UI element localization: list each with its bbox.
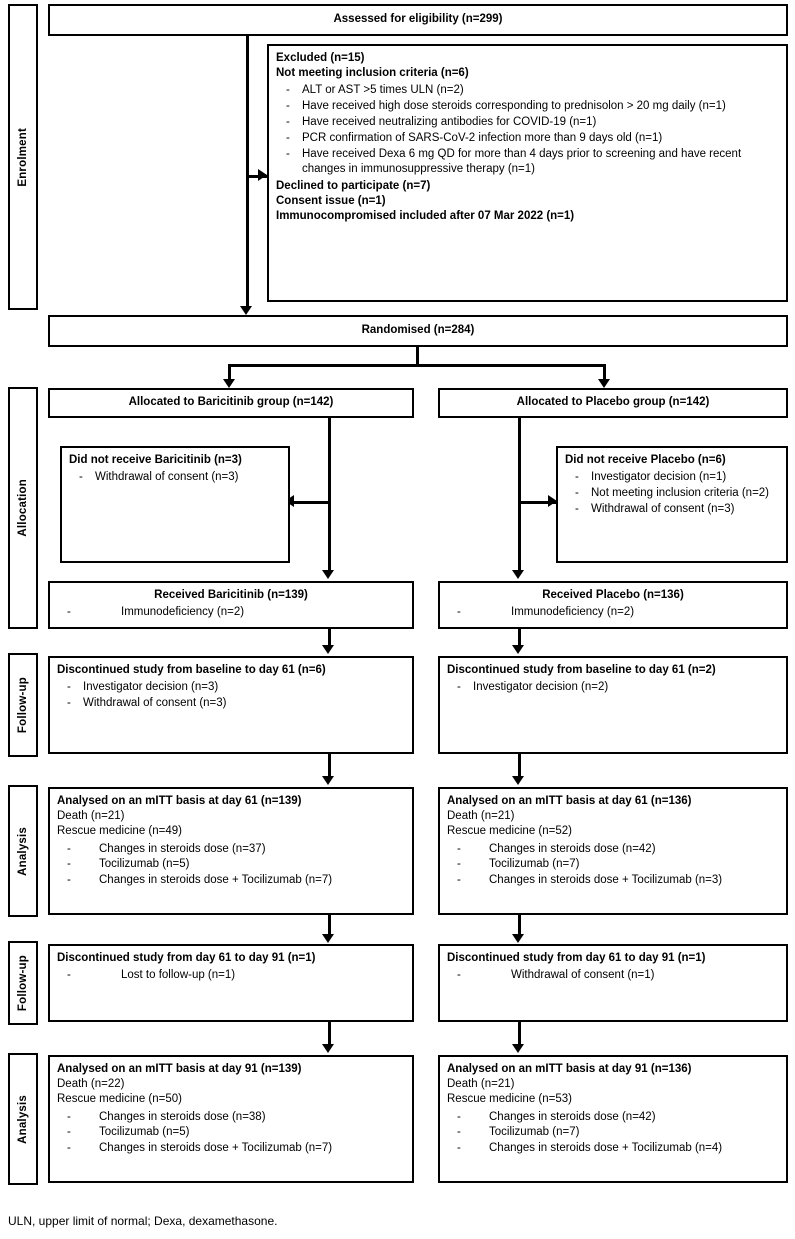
list-item: - Have received neutralizing antibodies for COVID-19 (n=1) [276, 115, 779, 130]
box-assessed-for-eligibility [48, 4, 788, 36]
stage-label-allocation [8, 387, 38, 629]
did-not-receive-baricitinib-title: Did not receive Baricitinib (n=3) [69, 454, 242, 466]
list-item: - Changes in steroids dose + Tocilizumab (n=7) [57, 873, 405, 888]
stage-label-followup-1-text: Follow-up [17, 676, 29, 734]
list-item: - Tocilizumab (n=5) [57, 1125, 405, 1140]
list-item: - PCR confirmation of SARS-CoV-2 infection more than 9 days old (n=1) [276, 131, 779, 146]
list-item: - Not meeting inclusion criteria (n=2) [565, 486, 779, 501]
list-item: - Lost to follow-up (n=1) [57, 968, 405, 983]
arrow-disc61-bari-down [322, 776, 334, 785]
arrow-disc61-placebo-down [512, 776, 524, 785]
discontinued-day61-baricitinib-list [57, 680, 405, 711]
arrow-analysis61-bari-down [322, 934, 334, 943]
list-item: - Withdrawal of consent (n=3) [57, 696, 405, 711]
stage-label-enrolment [8, 4, 38, 310]
connector-disc61-bari-down [328, 754, 331, 778]
stage-label-followup-2-text: Follow-up [17, 954, 29, 1012]
list-item: - Immunodeficiency (n=2) [57, 605, 405, 620]
arrow-disc91-bari-down [322, 1044, 334, 1053]
discontinued-day91-placebo-list [447, 968, 779, 983]
box-discontinued-day91-baricitinib [48, 944, 414, 1022]
connector-randomised-split [228, 364, 606, 367]
arrow-randomised-right [598, 379, 610, 388]
list-item: - Changes in steroids dose + Tocilizumab (n=7) [57, 1141, 405, 1156]
analysis-day61-placebo-rescue: Rescue medicine (n=52) [447, 825, 572, 838]
arrow-randomised-left [223, 379, 235, 388]
allocated-placebo-title: Allocated to Placebo group (n=142) [516, 396, 710, 409]
analysis-day61-baricitinib-rescue: Rescue medicine (n=49) [57, 825, 182, 838]
analysis-day91-placebo-rescue: Rescue medicine (n=53) [447, 1093, 572, 1106]
discontinued-day91-placebo-title: Discontinued study from day 61 to day 91 (n=1) [447, 952, 706, 964]
received-baricitinib-list [57, 605, 405, 620]
stage-label-allocation-text: Allocation [17, 479, 29, 537]
excluded-consent-issue: Consent issue (n=1) [276, 195, 386, 208]
analysis-day61-placebo-list [447, 842, 779, 889]
list-item: - Investigator decision (n=1) [565, 470, 779, 485]
analysis-day91-baricitinib-death: Death (n=22) [57, 1078, 125, 1091]
analysis-day91-placebo-list [447, 1110, 779, 1157]
discontinued-day61-placebo-title: Discontinued study from baseline to day 61 (n=2) [447, 664, 716, 676]
box-analysis-day61-baricitinib [48, 787, 414, 915]
arrow-placebo-to-received [512, 570, 524, 579]
arrow-analysis61-placebo-down [512, 934, 524, 943]
list-item: - Withdrawal of consent (n=3) [69, 470, 281, 485]
analysis-day91-placebo-title: Analysed on an mITT basis at day 91 (n=136) [447, 1063, 692, 1075]
received-placebo-title: Received Placebo (n=136) [542, 589, 684, 601]
box-discontinued-day61-baricitinib [48, 656, 414, 754]
discontinued-day61-placebo-list [447, 680, 779, 695]
connector-disc91-bari-down [328, 1022, 331, 1046]
list-item: - Tocilizumab (n=7) [447, 1125, 779, 1140]
analysis-day61-baricitinib-title: Analysed on an mITT basis at day 61 (n=139) [57, 795, 302, 807]
list-item: - Changes in steroids dose + Tocilizumab (n=3) [447, 873, 779, 888]
stage-label-followup-1 [8, 653, 38, 757]
stage-label-followup-2 [8, 941, 38, 1025]
list-item: - Changes in steroids dose + Tocilizumab (n=4) [447, 1141, 779, 1156]
analysis-day61-placebo-title: Analysed on an mITT basis at day 61 (n=136) [447, 795, 692, 807]
arrow-assessed-to-randomised [240, 306, 252, 315]
analysis-day91-baricitinib-title: Analysed on an mITT basis at day 91 (n=139) [57, 1063, 302, 1075]
discontinued-day91-baricitinib-list [57, 968, 405, 983]
did-not-receive-baricitinib-list [69, 470, 281, 485]
list-item: - ALT or AST >5 times ULN (n=2) [276, 83, 779, 98]
arrow-disc91-placebo-down [512, 1044, 524, 1053]
discontinued-day91-baricitinib-title: Discontinued study from day 61 to day 91 (n=1) [57, 952, 316, 964]
excluded-declined: Declined to participate (n=7) [276, 179, 431, 192]
figure-footnote: ULN, upper limit of normal; Dexa, dexamethasone. [8, 1214, 278, 1228]
list-item: - Investigator decision (n=3) [57, 680, 405, 695]
connector-assessed-to-randomised [246, 36, 249, 308]
received-placebo-list [447, 605, 779, 620]
arrow-received-placebo-down [512, 645, 524, 654]
arrow-baricitinib-to-received [322, 570, 334, 579]
box-analysis-day91-placebo [438, 1055, 788, 1183]
box-analysis-day61-placebo [438, 787, 788, 915]
list-item: - Tocilizumab (n=5) [57, 857, 405, 872]
stage-label-analysis-1 [8, 785, 38, 917]
arrow-received-bari-down [322, 645, 334, 654]
box-analysis-day91-baricitinib [48, 1055, 414, 1183]
connector-baricitinib-to-notreceived [290, 501, 330, 504]
randomised-title: Randomised (n=284) [361, 324, 475, 337]
stage-label-analysis-2 [8, 1053, 38, 1185]
list-item: - Changes in steroids dose (n=38) [57, 1110, 405, 1125]
box-allocated-baricitinib [48, 388, 414, 418]
box-allocated-placebo [438, 388, 788, 418]
list-item: - Changes in steroids dose (n=37) [57, 842, 405, 857]
list-item: - Tocilizumab (n=7) [447, 857, 779, 872]
list-item: - Changes in steroids dose (n=42) [447, 842, 779, 857]
analysis-day91-baricitinib-list [57, 1110, 405, 1157]
connector-baricitinib-down [328, 418, 331, 573]
connector-randomised-down [416, 347, 419, 365]
analysis-day61-placebo-death: Death (n=21) [447, 810, 515, 823]
stage-label-enrolment-text: Enrolment [17, 127, 29, 187]
stage-label-analysis-2-text: Analysis [17, 1094, 29, 1144]
excluded-criteria-heading: Not meeting inclusion criteria (n=6) [276, 67, 469, 80]
analysis-day61-baricitinib-death: Death (n=21) [57, 810, 125, 823]
connector-placebo-down [518, 418, 521, 573]
list-item: - Withdrawal of consent (n=1) [447, 968, 779, 983]
box-discontinued-day61-placebo [438, 656, 788, 754]
box-did-not-receive-baricitinib [60, 446, 290, 563]
received-baricitinib-title: Received Baricitinib (n=139) [154, 589, 308, 601]
box-randomised [48, 315, 788, 347]
box-received-placebo [438, 581, 788, 629]
box-received-baricitinib [48, 581, 414, 629]
list-item: - Have received Dexa 6 mg QD for more than 4 days prior to screening and have recent changes in immunosuppressive therapy (n=1) [276, 147, 779, 177]
stage-label-analysis-1-text: Analysis [17, 826, 29, 876]
allocated-baricitinib-title: Allocated to Baricitinib group (n=142) [128, 396, 334, 409]
list-item: - Changes in steroids dose (n=42) [447, 1110, 779, 1125]
did-not-receive-placebo-title: Did not receive Placebo (n=6) [565, 454, 726, 466]
analysis-day61-baricitinib-list [57, 842, 405, 889]
arrow-to-excluded [258, 169, 267, 181]
excluded-immunocompromised: Immunocompromised included after 07 Mar 2022 (n=1) [276, 210, 575, 223]
excluded-criteria-list [276, 83, 779, 177]
connector-disc91-placebo-down [518, 1022, 521, 1046]
box-discontinued-day91-placebo [438, 944, 788, 1022]
did-not-receive-placebo-list [565, 470, 779, 517]
list-item: - Immunodeficiency (n=2) [447, 605, 779, 620]
list-item: - Investigator decision (n=2) [447, 680, 779, 695]
box-did-not-receive-placebo [556, 446, 788, 563]
analysis-day91-baricitinib-rescue: Rescue medicine (n=50) [57, 1093, 182, 1106]
assessed-title: Assessed for eligibility (n=299) [333, 13, 503, 26]
list-item: - Withdrawal of consent (n=3) [565, 502, 779, 517]
box-excluded [267, 44, 788, 302]
analysis-day91-placebo-death: Death (n=21) [447, 1078, 515, 1091]
discontinued-day61-baricitinib-title: Discontinued study from baseline to day 61 (n=6) [57, 664, 326, 676]
connector-disc61-placebo-down [518, 754, 521, 778]
list-item: - Have received high dose steroids corresponding to prednisolon > 20 mg daily (n=1) [276, 99, 779, 114]
excluded-title: Excluded (n=15) [276, 52, 365, 64]
